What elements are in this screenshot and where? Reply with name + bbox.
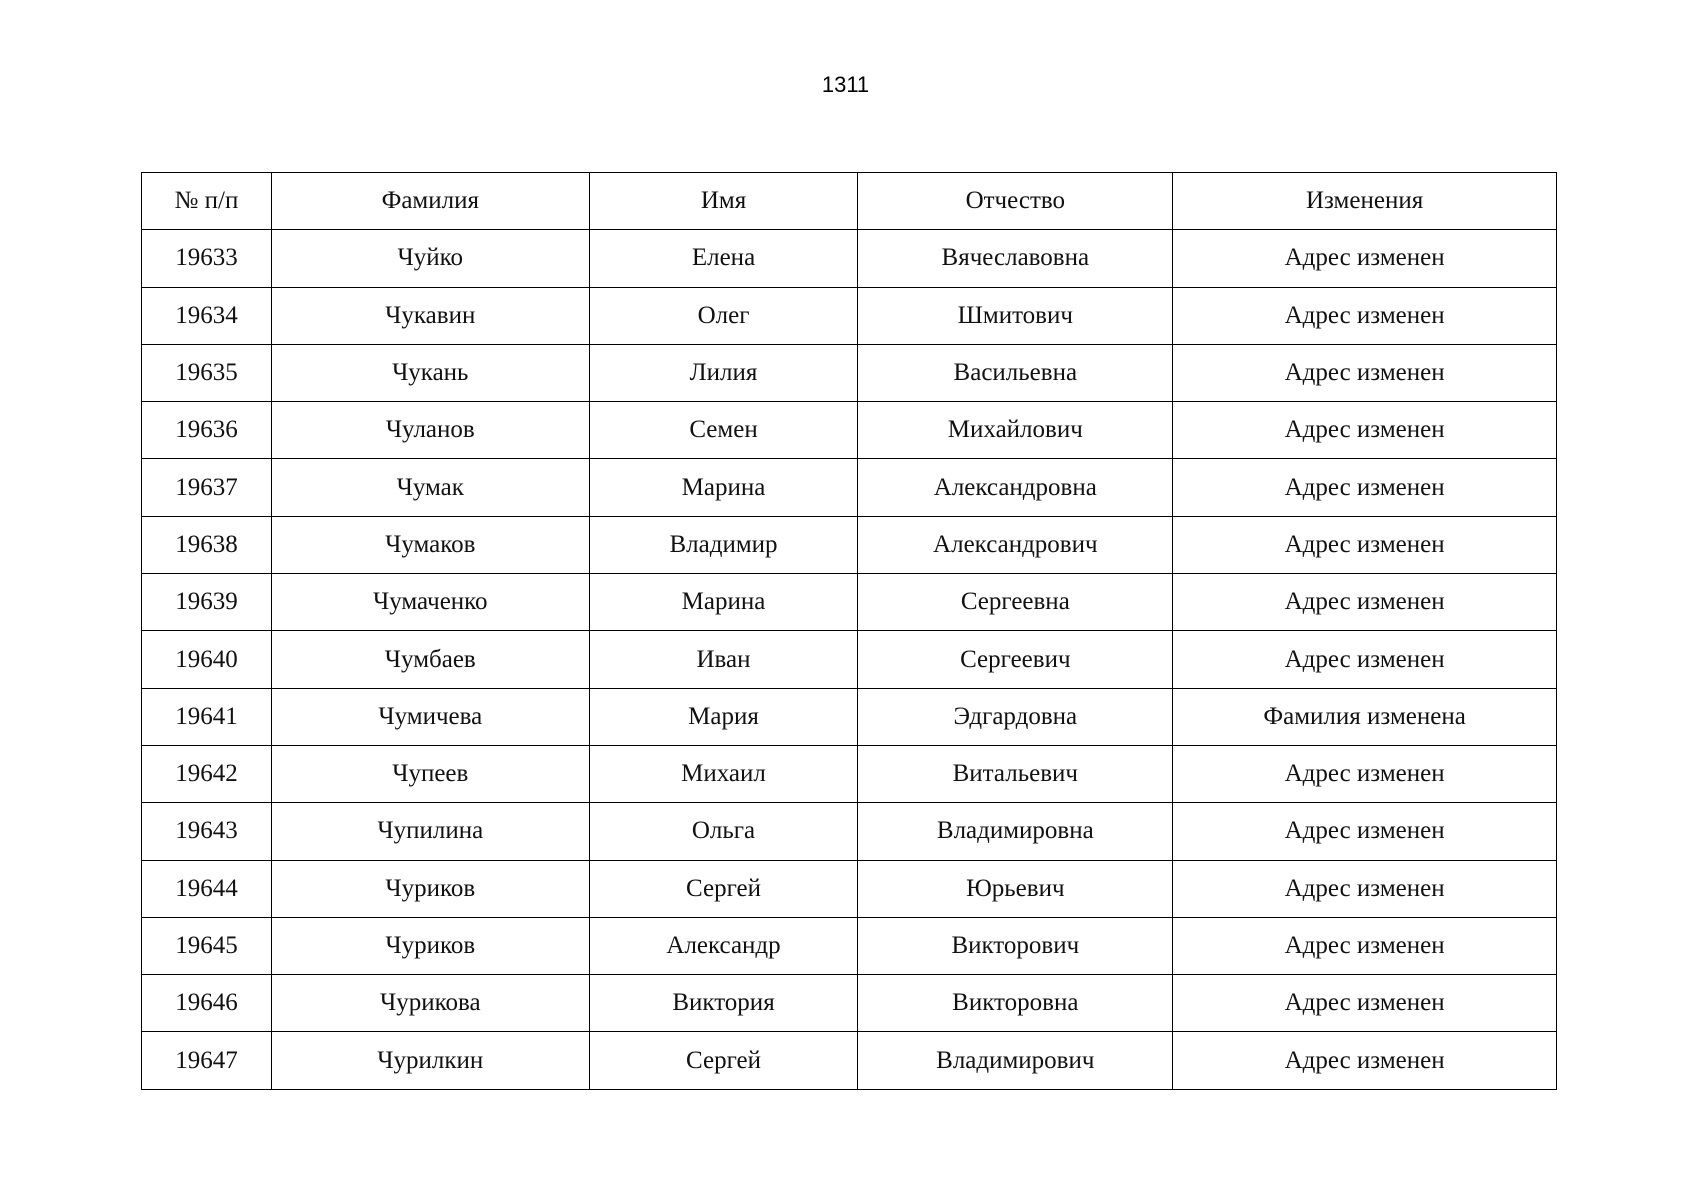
table-row [142, 516, 1557, 573]
header-surname: Фамилия [271, 173, 589, 230]
cell-name: Сергей [589, 1032, 858, 1089]
cell-patronymic: Юрьевич [858, 860, 1173, 917]
cell-surname: Чумичева [271, 688, 589, 745]
cell-surname: Чуланов [271, 402, 589, 459]
cell-patronymic: Сергеевна [858, 574, 1173, 631]
cell-num: 19647 [142, 1032, 272, 1089]
cell-surname: Чумаков [271, 516, 589, 573]
cell-surname: Чукавин [271, 287, 589, 344]
table-row [142, 631, 1557, 688]
table-row [142, 975, 1557, 1032]
cell-surname: Чурикова [271, 975, 589, 1032]
page-number [0, 72, 1697, 98]
cell-surname: Чуриков [271, 917, 589, 974]
cell-num: 19643 [142, 803, 272, 860]
table-row [142, 459, 1557, 516]
cell-num: 19640 [142, 631, 272, 688]
table-row [142, 402, 1557, 459]
cell-patronymic: Викторович [858, 917, 1173, 974]
header-name: Имя [589, 173, 858, 230]
table-row [142, 287, 1557, 344]
cell-surname: Чупилина [271, 803, 589, 860]
table-row [142, 803, 1557, 860]
cell-surname: Чурилкин [271, 1032, 589, 1089]
cell-patronymic: Шмитович [858, 287, 1173, 344]
cell-patronymic: Александровна [858, 459, 1173, 516]
table-row [142, 574, 1557, 631]
cell-patronymic: Витальевич [858, 745, 1173, 802]
cell-num: 19642 [142, 745, 272, 802]
cell-changes: Адрес изменен [1173, 1032, 1557, 1089]
cell-changes: Адрес изменен [1173, 402, 1557, 459]
cell-name: Виктория [589, 975, 858, 1032]
header-num: № п/п [142, 173, 272, 230]
registry-table [141, 172, 1557, 1090]
table-row [142, 917, 1557, 974]
cell-name: Ольга [589, 803, 858, 860]
cell-surname: Чуриков [271, 860, 589, 917]
cell-name: Семен [589, 402, 858, 459]
cell-name: Лилия [589, 344, 858, 401]
cell-num: 19641 [142, 688, 272, 745]
table-row [142, 688, 1557, 745]
cell-surname: Чупеев [271, 745, 589, 802]
table-row [142, 860, 1557, 917]
cell-changes: Адрес изменен [1173, 344, 1557, 401]
cell-num: 19638 [142, 516, 272, 573]
cell-patronymic: Владимирович [858, 1032, 1173, 1089]
table-row [142, 230, 1557, 287]
page-number-text: 1311 [821, 72, 870, 97]
cell-name: Александр [589, 917, 858, 974]
cell-num: 19636 [142, 402, 272, 459]
table-row [142, 745, 1557, 802]
cell-patronymic: Вячеславовна [858, 230, 1173, 287]
cell-num: 19639 [142, 574, 272, 631]
cell-changes: Адрес изменен [1173, 516, 1557, 573]
cell-changes: Адрес изменен [1173, 230, 1557, 287]
cell-changes: Фамилия изменена [1173, 688, 1557, 745]
table-row [142, 344, 1557, 401]
cell-patronymic: Михайлович [858, 402, 1173, 459]
cell-surname: Чукань [271, 344, 589, 401]
header-patronymic: Отчество [858, 173, 1173, 230]
table-header-row [142, 173, 1557, 230]
cell-name: Марина [589, 574, 858, 631]
cell-patronymic: Викторовна [858, 975, 1173, 1032]
header-changes: Изменения [1173, 173, 1557, 230]
cell-patronymic: Сергеевич [858, 631, 1173, 688]
cell-changes: Адрес изменен [1173, 917, 1557, 974]
cell-num: 19633 [142, 230, 272, 287]
cell-changes: Адрес изменен [1173, 631, 1557, 688]
cell-patronymic: Александрович [858, 516, 1173, 573]
cell-patronymic: Эдгардовна [858, 688, 1173, 745]
cell-patronymic: Васильевна [858, 344, 1173, 401]
cell-changes: Адрес изменен [1173, 459, 1557, 516]
cell-surname: Чумбаев [271, 631, 589, 688]
cell-surname: Чуйко [271, 230, 589, 287]
cell-name: Марина [589, 459, 858, 516]
cell-name: Сергей [589, 860, 858, 917]
cell-changes: Адрес изменен [1173, 860, 1557, 917]
cell-name: Владимир [589, 516, 858, 573]
cell-num: 19634 [142, 287, 272, 344]
cell-name: Иван [589, 631, 858, 688]
cell-num: 19644 [142, 860, 272, 917]
cell-changes: Адрес изменен [1173, 745, 1557, 802]
cell-surname: Чумаченко [271, 574, 589, 631]
table-row [142, 1032, 1557, 1089]
cell-surname: Чумак [271, 459, 589, 516]
cell-changes: Адрес изменен [1173, 287, 1557, 344]
cell-changes: Адрес изменен [1173, 803, 1557, 860]
cell-name: Олег [589, 287, 858, 344]
cell-changes: Адрес изменен [1173, 975, 1557, 1032]
cell-num: 19646 [142, 975, 272, 1032]
cell-name: Елена [589, 230, 858, 287]
cell-num: 19637 [142, 459, 272, 516]
cell-name: Мария [589, 688, 858, 745]
cell-num: 19635 [142, 344, 272, 401]
cell-num: 19645 [142, 917, 272, 974]
cell-patronymic: Владимировна [858, 803, 1173, 860]
cell-name: Михаил [589, 745, 858, 802]
cell-changes: Адрес изменен [1173, 574, 1557, 631]
